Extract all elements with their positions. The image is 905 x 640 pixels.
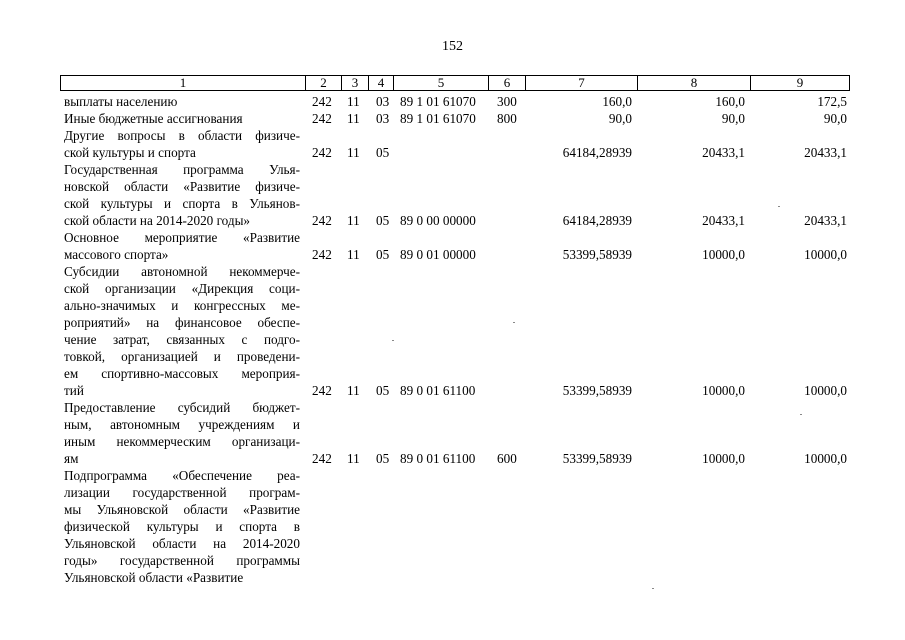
row-description (64, 399, 300, 467)
cell-c2: 242 (312, 213, 332, 228)
cell-c7: 53399,58939 (562, 451, 632, 466)
scan-speck (800, 414, 802, 415)
cell-c6: 800 (497, 111, 517, 126)
cell-c8: 90,0 (721, 111, 745, 126)
description-line: Основное мероприятие «Развитие (64, 230, 300, 245)
table-row (0, 127, 905, 161)
row-description (64, 93, 300, 110)
cell-c2: 242 (312, 145, 332, 160)
row-description (64, 127, 300, 161)
column-header-9: 9 (750, 76, 849, 90)
cell-c5: 89 0 00 00000 (400, 213, 476, 228)
table-row (0, 93, 905, 110)
scan-speck (652, 588, 654, 589)
description-line: годы» государственной программы (64, 553, 300, 568)
cell-c2: 242 (312, 383, 332, 398)
cell-c9: 20433,1 (804, 145, 847, 160)
cell-c3: 11 (347, 94, 360, 109)
description-line: Предоставление субсидий бюджет- (64, 400, 300, 415)
cell-c7: 53399,58939 (562, 247, 632, 262)
cell-c9: 90,0 (823, 111, 847, 126)
cell-c7: 64184,28939 (562, 213, 632, 228)
column-header-3: 3 (341, 76, 368, 90)
cell-c5: 89 0 01 00000 (400, 247, 476, 262)
cell-c8: 20433,1 (702, 145, 745, 160)
description-line: ской культуры и спорта (64, 145, 196, 160)
description-line: роприятий» на финансовое обеспе- (64, 315, 300, 330)
description-line: ным, автономным учреждениям и (64, 417, 300, 432)
description-line: тий (64, 383, 84, 398)
cell-c8: 10000,0 (702, 451, 745, 466)
cell-c7: 53399,58939 (562, 383, 632, 398)
description-line: Субсидии автономной некоммерче- (64, 264, 300, 279)
column-header-1: 1 (179, 75, 187, 90)
scan-speck (392, 340, 394, 341)
cell-c6: 600 (497, 451, 517, 466)
description-line: чение затрат, связанных с подго- (64, 332, 300, 347)
cell-c8: 20433,1 (702, 213, 745, 228)
row-description (64, 263, 300, 399)
column-header-6: 6 (488, 76, 525, 90)
table-row (0, 399, 905, 467)
cell-c3: 11 (347, 247, 360, 262)
cell-c3: 11 (347, 451, 360, 466)
cell-c2: 242 (312, 451, 332, 466)
column-header-7: 7 (525, 76, 637, 90)
cell-c4: 03 (376, 111, 390, 126)
description-line: иным некоммерческим организаци- (64, 434, 300, 449)
cell-c3: 11 (347, 145, 360, 160)
page-number: 152 (442, 39, 463, 54)
scan-speck (513, 322, 515, 323)
description-line: Иные бюджетные ассигнования (64, 111, 243, 126)
cell-c8: 10000,0 (702, 383, 745, 398)
description-line: Ульяновской области на 2014-2020 (64, 536, 300, 551)
cell-c4: 05 (376, 145, 390, 160)
column-header-2: 2 (305, 76, 341, 90)
cell-c8: 160,0 (715, 94, 745, 109)
cell-c6: 300 (497, 94, 517, 109)
table-row (0, 110, 905, 127)
cell-c3: 11 (347, 383, 360, 398)
description-line: Государственная программа Улья- (64, 162, 300, 177)
cell-c5: 89 1 01 61070 (400, 94, 476, 109)
description-line: Ульяновской области «Развитие (64, 570, 244, 585)
table-row (0, 229, 905, 263)
cell-c8: 10000,0 (702, 247, 745, 262)
column-header-8: 8 (637, 76, 750, 90)
table-row (0, 467, 905, 586)
description-line: мы Ульяновской области «Развитие (64, 502, 300, 517)
cell-c7: 64184,28939 (562, 145, 632, 160)
description-line: ем спортивно-массовых мероприя- (64, 366, 300, 381)
cell-c4: 03 (376, 94, 390, 109)
column-header-5: 5 (393, 76, 488, 90)
description-line: лизации государственной програм- (64, 485, 300, 500)
row-description (64, 467, 300, 586)
cell-c2: 242 (312, 111, 332, 126)
description-line: Подпрограмма «Обеспечение реа- (64, 468, 300, 483)
cell-c4: 05 (376, 247, 390, 262)
description-line: Другие вопросы в области физиче- (64, 128, 300, 143)
description-line: товкой, организацией и проведени- (64, 349, 300, 364)
description-line: ской культуры и спорта в Ульянов- (64, 196, 300, 211)
cell-c3: 11 (347, 213, 360, 228)
description-line: физической культуры и спорта в (64, 519, 300, 534)
description-line: ально-значимых и конгрессных ме- (64, 298, 300, 313)
cell-c5: 89 0 01 61100 (400, 451, 476, 466)
row-description (64, 229, 300, 263)
cell-c2: 242 (312, 247, 332, 262)
description-line: ской области на 2014-2020 годы» (64, 213, 251, 228)
cell-c7: 160,0 (602, 94, 632, 109)
cell-c9: 10000,0 (804, 247, 847, 262)
cell-c4: 05 (376, 383, 390, 398)
cell-c7: 90,0 (608, 111, 632, 126)
description-line: ской организации «Дирекция соци- (64, 281, 300, 296)
table-row (0, 161, 905, 229)
cell-c4: 05 (376, 451, 390, 466)
cell-c2: 242 (312, 94, 332, 109)
cell-c9: 172,5 (817, 94, 847, 109)
cell-c5: 89 1 01 61070 (400, 111, 476, 126)
cell-c3: 11 (347, 111, 360, 126)
description-line: новской области «Развитие физиче- (64, 179, 300, 194)
table-header (60, 75, 850, 91)
table-row (0, 263, 905, 399)
description-line: выплаты населению (64, 94, 178, 109)
description-line: массового спорта» (64, 247, 169, 262)
cell-c9: 20433,1 (804, 213, 847, 228)
cell-c4: 05 (376, 213, 390, 228)
scan-speck (778, 206, 780, 207)
description-line: ям (64, 451, 79, 466)
cell-c9: 10000,0 (804, 451, 847, 466)
column-header-4: 4 (368, 76, 393, 90)
row-description (64, 110, 300, 127)
cell-c9: 10000,0 (804, 383, 847, 398)
row-description (64, 161, 300, 229)
cell-c5: 89 0 01 61100 (400, 383, 476, 398)
